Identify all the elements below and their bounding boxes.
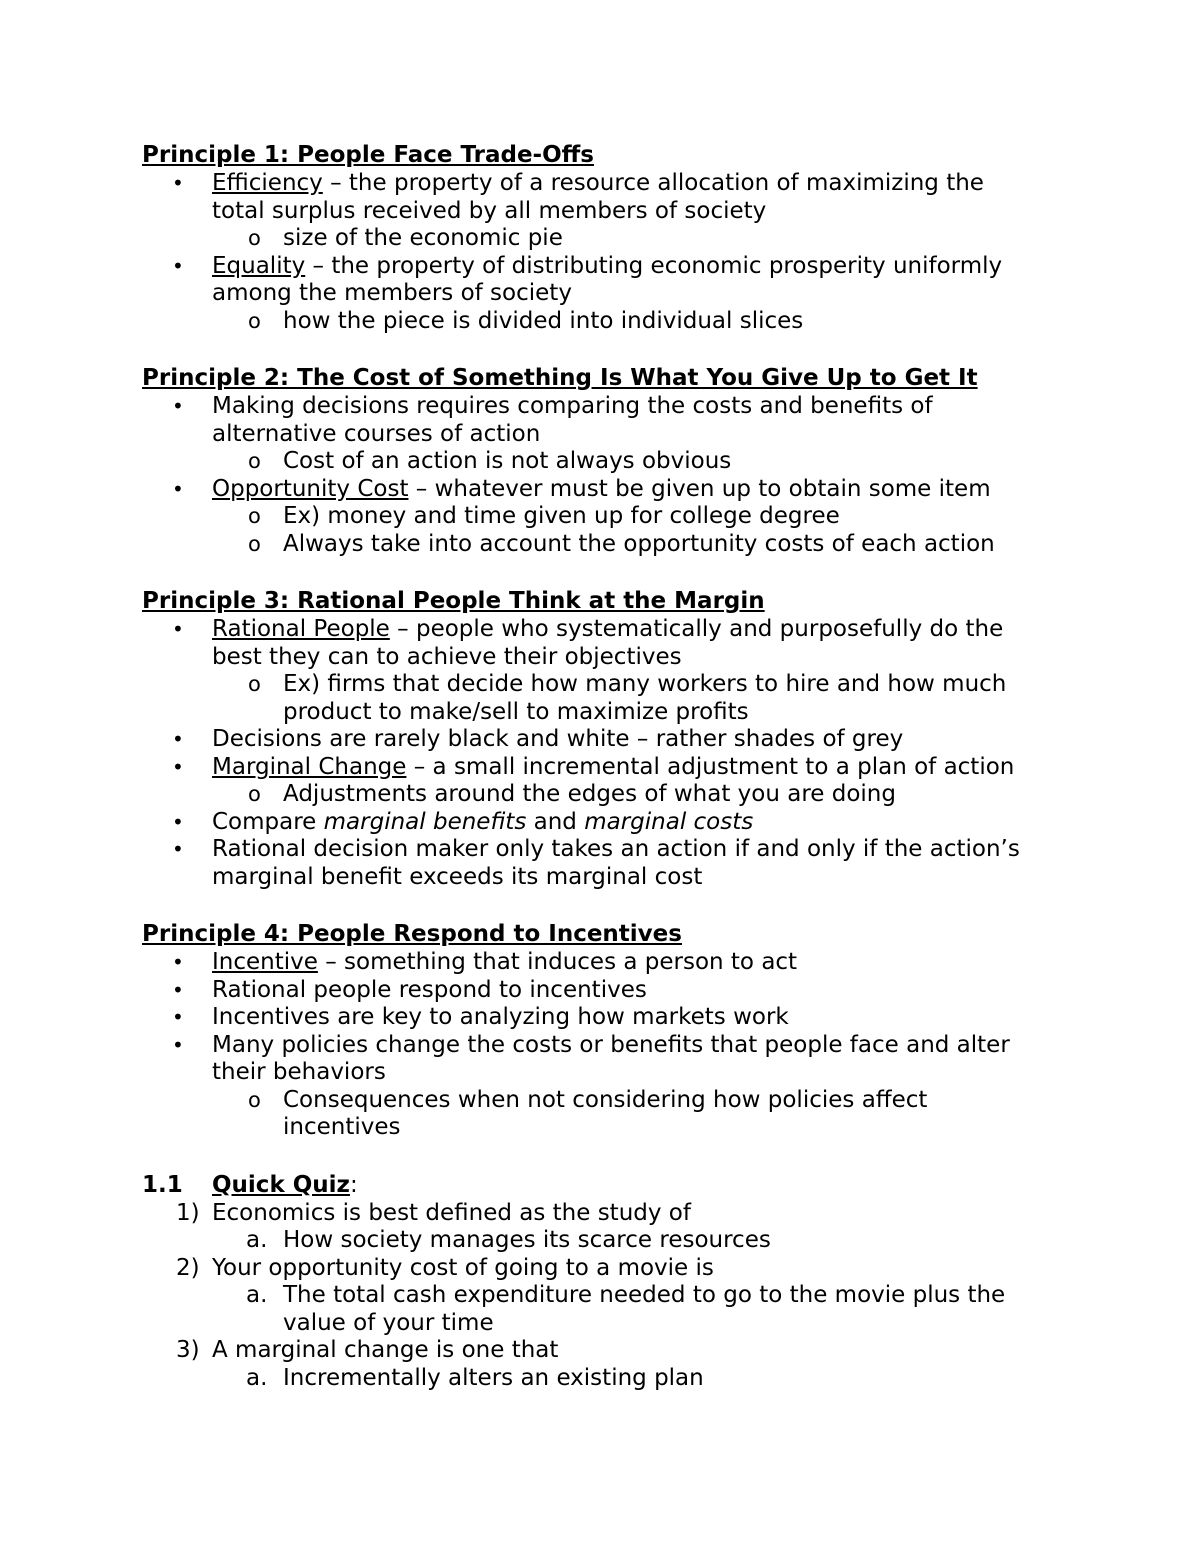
quiz-answer — [142, 1227, 1142, 1255]
term: Opportunity Cost — [212, 475, 409, 502]
question-text: Economics is best defined as the study of — [212, 1199, 691, 1226]
bullet-icon: • — [172, 1032, 184, 1057]
answer-letter: a. — [246, 1227, 268, 1253]
bullet-text: Decisions are rarely black and white – rather shades of grey — [212, 726, 904, 752]
sub-bullet-text: Cost of an action is not always obvious — [283, 448, 732, 474]
sub-bullet-icon: o — [248, 449, 261, 473]
bullet-item — [142, 726, 1142, 754]
bullet-item — [142, 836, 1142, 864]
bullet-item — [142, 616, 1142, 644]
sub-bullet-item — [142, 781, 1142, 809]
bullet-text: and — [526, 808, 585, 835]
bullet-icon: • — [172, 476, 184, 501]
bullet-item — [142, 949, 1142, 977]
sub-bullet-icon: o — [248, 531, 261, 556]
bullet-icon: • — [172, 1005, 184, 1029]
quiz-answer — [142, 1365, 1142, 1393]
sub-bullet-item — [142, 308, 1142, 336]
bullet-item — [142, 253, 1142, 281]
bullet-icon: • — [172, 253, 184, 278]
bullet-icon: • — [172, 950, 184, 974]
term: Incentive — [212, 949, 318, 975]
bullet-item — [142, 476, 1142, 504]
sub-bullet-item — [142, 225, 1142, 253]
section-heading: Principle 1: People Face Trade-Offs — [142, 142, 594, 168]
bullet-continuation: marginal benefit exceeds its marginal cost — [212, 863, 703, 890]
sub-bullet-text: Adjustments around the edges of what you are doing — [283, 781, 896, 807]
answer-letter: a. — [246, 1282, 268, 1308]
quick-quiz — [142, 1170, 1142, 1393]
sub-bullet-continuation: incentives — [283, 1114, 401, 1140]
emphasis: marginal benefits — [323, 808, 527, 835]
bullet-icon: • — [172, 809, 184, 834]
section-heading: Principle 2: The Cost of Something Is What You Give Up to Get It — [142, 365, 978, 391]
quiz-answer — [142, 1282, 1142, 1310]
question-text: A marginal change is one that — [212, 1337, 559, 1363]
sub-bullet-text: Ex) money and time given up for college degree — [283, 503, 840, 529]
term: Marginal Change — [212, 753, 407, 780]
term: Rational People — [212, 616, 390, 642]
bullet-icon: • — [172, 617, 184, 641]
sub-bullet-text: how the piece is divided into individual slices — [283, 307, 804, 334]
bullet-text: Compare — [212, 808, 324, 835]
bullet-item — [142, 977, 1142, 1005]
bullet-text: Rational people respond to incentives — [212, 976, 647, 1003]
sub-bullet-icon: o — [248, 782, 261, 806]
bullet-text: Incentives are key to analyzing how markets work — [212, 1004, 789, 1030]
sub-bullet-icon: o — [248, 226, 261, 250]
answer-continuation: value of your time — [283, 1309, 494, 1336]
bullet-continuation: their behaviors — [212, 1059, 386, 1085]
sub-bullet-continuation: product to make/sell to maximize profits — [283, 698, 749, 725]
sub-bullet-item — [142, 671, 1142, 699]
term: Efficiency — [212, 170, 323, 196]
bullet-text: Many policies change the costs or benefits that people face and alter — [212, 1031, 1010, 1058]
bullet-item — [142, 393, 1142, 421]
quiz-question — [142, 1337, 1142, 1365]
question-number: 3) — [176, 1337, 200, 1363]
definition: – something that induces a person to act — [317, 949, 798, 975]
section-principle-2 — [142, 363, 1142, 558]
question-number: 2) — [176, 1254, 200, 1281]
sub-bullet-item — [142, 531, 1142, 559]
definition: – the property of distributing economic prosperity uniformly — [305, 252, 1003, 279]
answer-text: How society manages its scarce resources — [283, 1227, 771, 1253]
question-number: 1) — [176, 1199, 200, 1226]
bullet-continuation: total surplus received by all members of society — [212, 197, 767, 224]
quiz-question — [142, 1255, 1142, 1283]
bullet-item — [142, 809, 1142, 837]
bullet-icon: • — [172, 977, 184, 1002]
bullet-icon: • — [172, 727, 184, 751]
quiz-number: 1.1 — [142, 1171, 183, 1198]
sub-bullet-icon: o — [248, 504, 261, 528]
bullet-icon: • — [172, 754, 184, 779]
bullet-icon: • — [172, 171, 184, 195]
quiz-question — [142, 1200, 1142, 1228]
sub-bullet-icon: o — [248, 308, 261, 333]
term: Equality — [212, 252, 306, 279]
emphasis: marginal costs — [584, 808, 754, 835]
definition: – whatever must be given up to obtain some item — [408, 475, 991, 502]
bullet-text: Rational decision maker only takes an action if and only if the action’s — [212, 836, 1020, 862]
sub-bullet-text: Always take into account the opportunity costs of each action — [283, 530, 995, 557]
sub-bullet-text: size of the economic pie — [283, 225, 563, 251]
sub-bullet-text: Ex) firms that decide how many workers to hire and how much — [283, 671, 1007, 697]
definition: – people who systematically and purposefully do the — [389, 616, 1004, 642]
quiz-title: Quick Quiz — [212, 1171, 350, 1198]
bullet-icon: • — [172, 837, 184, 861]
quiz-colon: : — [349, 1171, 358, 1198]
bullet-continuation: best they can to achieve their objectives — [212, 643, 682, 670]
section-heading: Principle 4: People Respond to Incentives — [142, 921, 682, 947]
sub-bullet-item — [142, 448, 1142, 476]
bullet-item — [142, 1004, 1142, 1032]
answer-text: The total cash expenditure needed to go to the movie plus the — [283, 1282, 1006, 1308]
definition: – the property of a resource allocation of maximizing the — [322, 170, 984, 196]
sub-bullet-icon: o — [248, 672, 261, 696]
bullet-item — [142, 754, 1142, 782]
bullet-item — [142, 1032, 1142, 1060]
definition: – a small incremental adjustment to a plan of action — [406, 753, 1015, 780]
answer-letter: a. — [246, 1364, 268, 1391]
question-text: Your opportunity cost of going to a movie is — [212, 1254, 714, 1281]
bullet-continuation: among the members of society — [212, 280, 572, 306]
bullet-continuation: alternative courses of action — [212, 420, 541, 447]
bullet-text: Making decisions requires comparing the costs and benefits of — [212, 393, 933, 419]
section-principle-1 — [142, 140, 1142, 335]
sub-bullet-item — [142, 1087, 1142, 1115]
answer-text: Incrementally alters an existing plan — [283, 1364, 704, 1391]
bullet-icon: • — [172, 394, 184, 418]
section-principle-3 — [142, 586, 1142, 891]
section-principle-4 — [142, 919, 1142, 1142]
quiz-heading — [142, 1170, 1142, 1200]
bullet-item — [142, 170, 1142, 198]
section-heading: Principle 3: Rational People Think at the Margin — [142, 588, 765, 614]
sub-bullet-icon: o — [248, 1087, 261, 1112]
document-page — [142, 140, 1142, 1420]
sub-bullet-item — [142, 503, 1142, 531]
sub-bullet-text: Consequences when not considering how policies affect — [283, 1086, 928, 1113]
